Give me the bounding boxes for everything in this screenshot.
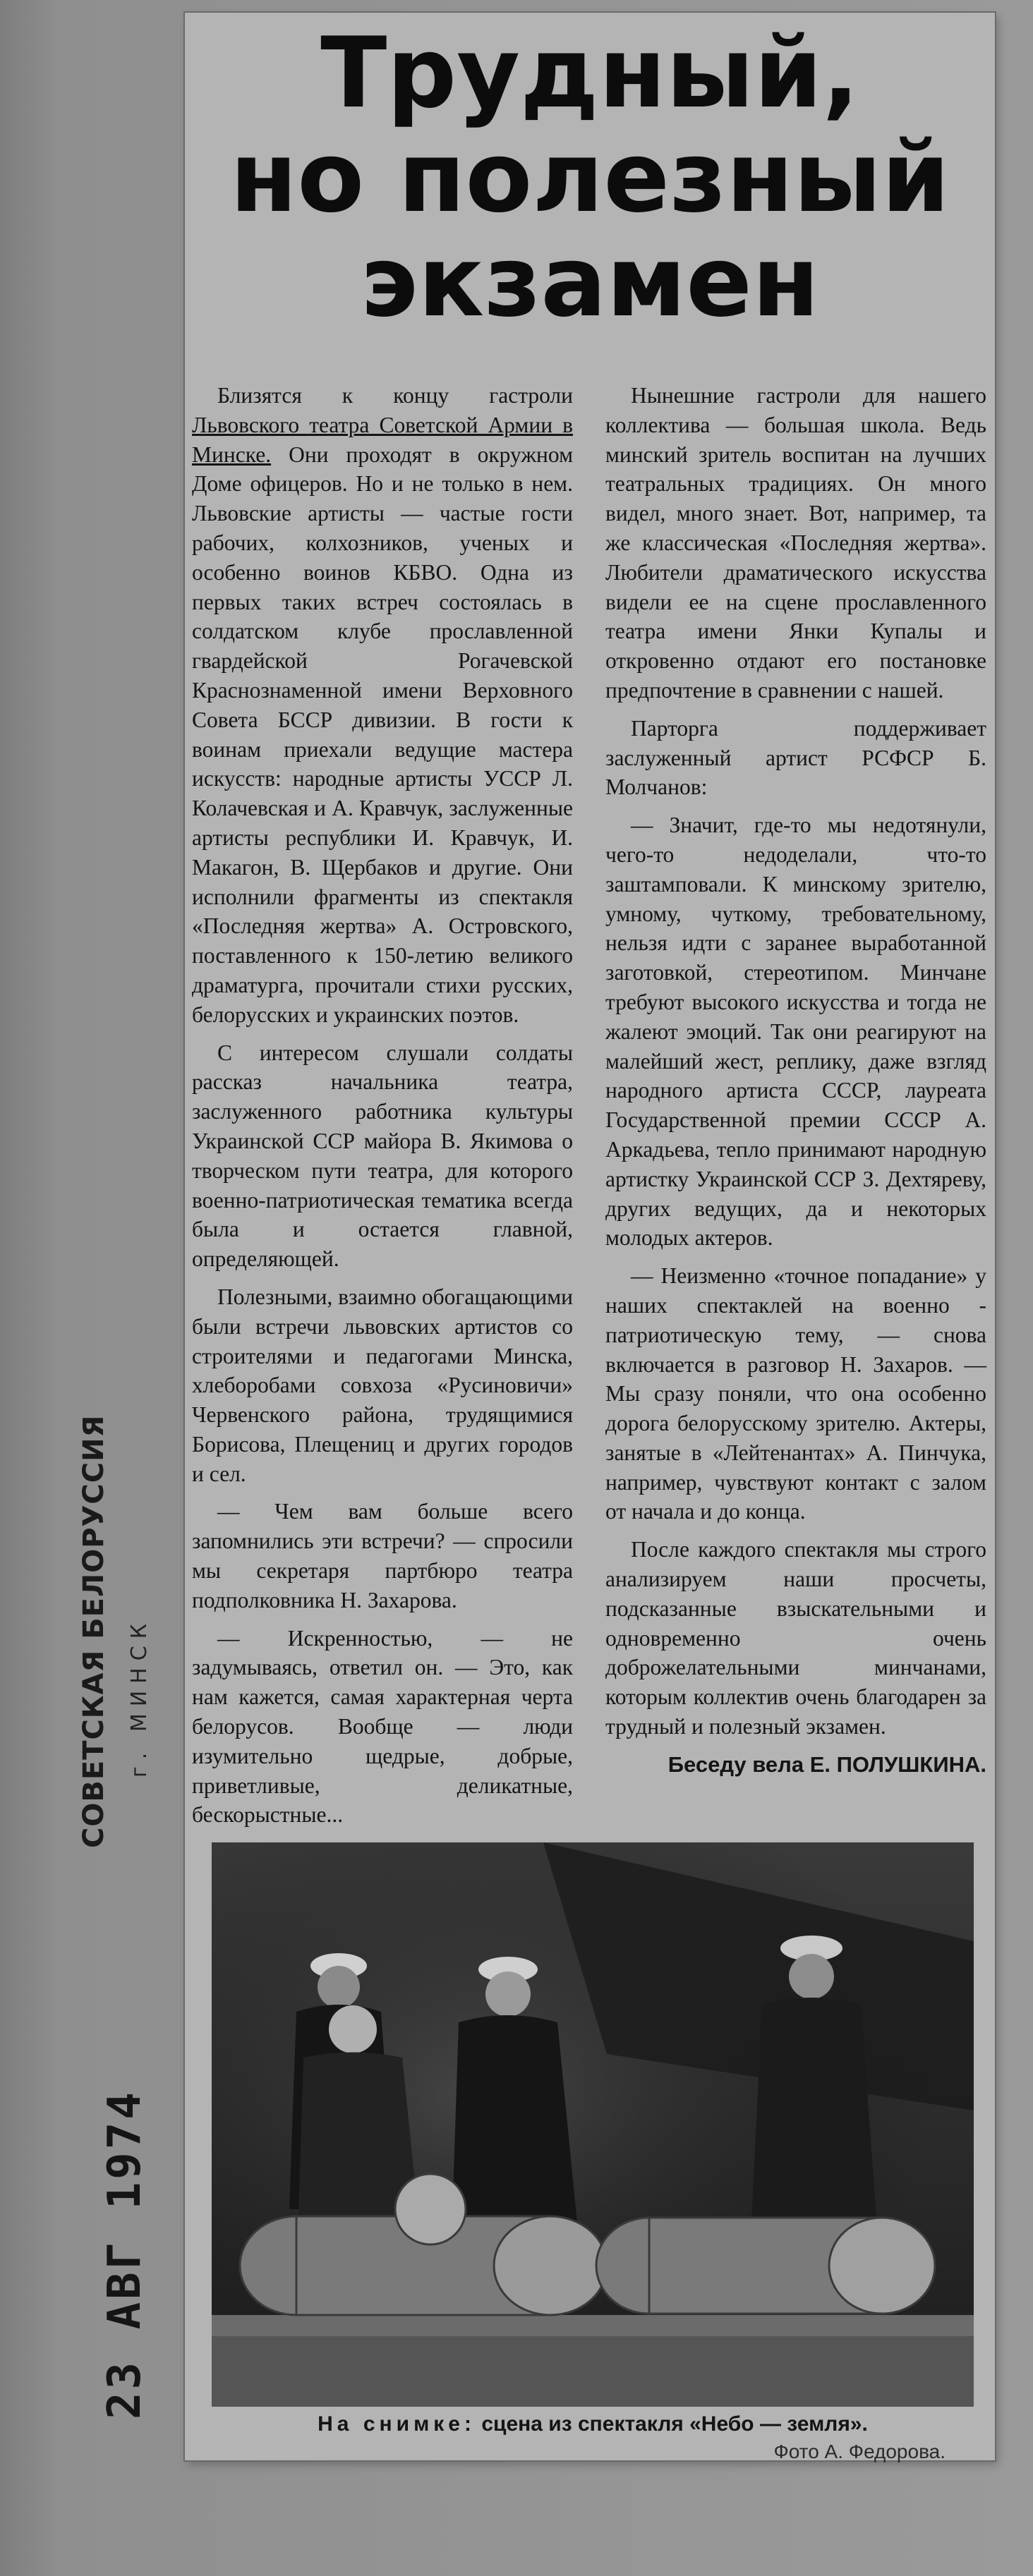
article-column-right bbox=[605, 381, 986, 1788]
headline-line-1: Трудный, bbox=[320, 16, 859, 130]
paragraph: — Чем вам больше всего запомнились эти встречи? — спросили мы секретаря партбюро театра подполковника Н. Захарова. bbox=[192, 1499, 573, 1612]
stage-photo-illustration bbox=[212, 1842, 974, 2407]
paragraph: — Искренностью, — не задумываясь, ответил он. — Это, как нам кажется, самая характерная черта белорусов. Вообще — люди изумительно щедрые, добрые, приветливые, деликатные, бескорыстные... bbox=[192, 1625, 573, 1828]
caption-text: сцена из спектакля «Небо — земля». bbox=[481, 2412, 868, 2436]
stage-photo bbox=[212, 1842, 974, 2407]
paragraph: Нынешние гастроли для нашего коллектива — большая школа. Ведь минский зритель воспитан на лучших театральных традициях. Он много видел, много знает. Вот, например, та же классическая «Последняя жертва». Любители драматического искусства видели ее на сцене прославленного театра имени Янки Купалы и откровенно отдают его постановке предпочтение в сравнении с нашей. bbox=[605, 383, 986, 703]
stamp-city: г. МИНСК bbox=[127, 1617, 152, 1778]
paragraph: С интересом слушали солдаты рассказ начальника театра, заслуженного работника культуры Украинской ССР майора В. Якимова о творческом пути театра, для которого военно-патриотическая тематика всегда была и остается главной, определяющей. bbox=[192, 1040, 573, 1272]
headline-line-2: но полезный bbox=[229, 121, 950, 234]
stamp-newspaper-name: СОВЕТСКАЯ БЕЛОРУССИЯ bbox=[78, 1414, 110, 1848]
byline: Беседу вела Е. ПОЛУШКИНА. bbox=[667, 1751, 986, 1777]
article-column-left bbox=[192, 381, 573, 1838]
paragraph: Полезными, взаимно обогащающими были встречи львовских артистов со строителями и педагогами Минска, хлеборобами совхоза «Русиновичи» Червенского района, трудящимися Борисова, Плещениц и других городов и сел. bbox=[192, 1284, 573, 1486]
caption-lead: На снимке: bbox=[318, 2412, 476, 2436]
archive-stamp bbox=[56, 1414, 183, 2441]
paragraph: После каждого спектакля мы строго анализируем наши просчеты, подсказанные взыскательными и одновременно очень доброжелательными минчанами, которым коллектив очень благодарен за трудный и полезный экзамен. bbox=[605, 1537, 986, 1739]
article-headline bbox=[185, 16, 995, 339]
photo-credit: Фото А. Федорова. bbox=[773, 2441, 946, 2462]
underlined-text: Львовского театра Советской Армии в Минске. bbox=[192, 412, 573, 467]
paragraph: — Значит, где-то мы недотянули, чего-то недоделали, что-то заштамповали. К минскому зрителю, умному, чуткому, требовательному, нельзя идти с заранее выработанной заготовкой, стереотипом. Минчане требуют высокого искусства и тогда не жалеют эмоций. Так они реагируют на малейший жест, реплику, даже взгляд народного артиста СССР, лауреата Государственной премии СССР А. Аркадьева, тепло принимают народную артистку Украинской ССР З. Дехтяреву, других ведущих, да и некоторых молодых актеров. bbox=[605, 813, 986, 1251]
paragraph: Парторга поддерживает заслуженный артист РСФСР Б. Молчанов: bbox=[605, 715, 986, 800]
paragraph: — Неизменно «точное попадание» у наших спектаклей на военно - патриотическую тему, — снова включается в разговор Н. Захаров. — Мы сразу поняли, что она особенно дорога белорусскому зрителю. Актеры, занятые в «Лейтенантах» А. Пинчука, например, чувствуют контакт с залом от начала и до конца. bbox=[605, 1263, 986, 1524]
stamp-date: 23 АВГ 1974 bbox=[99, 2089, 151, 2419]
headline-line-3: экзамен bbox=[360, 225, 820, 339]
photo-caption bbox=[212, 2412, 974, 2436]
paragraph: Близятся к концу гастроли Львовского театра Советской Армии в Минске. Они проходят в окружном Доме офицеров. Но и не только в нем. Львовские артисты — частые гости рабочих, колхозников, ученых и особенно воинов КБВО. Одна из первых таких встреч состоялась в солдатском клубе прославленной гвардейской Рогачевской Краснознаменной имени Верховного Совета БССР дивизии. В гости к воинам приехали ведущие мастера искусств: народные артисты УССР Л. Колачевская и А. Кравчук, заслуженные артисты республики И. Кравчук, И. Макагон, В. Щербаков и другие. Они исполнили фрагменты из спектакля «Последняя жертва» А. Островского, поставленного к 150-летию великого драматурга, прочитали стихи русских, белорусских и украинских поэтов. bbox=[192, 383, 573, 1027]
